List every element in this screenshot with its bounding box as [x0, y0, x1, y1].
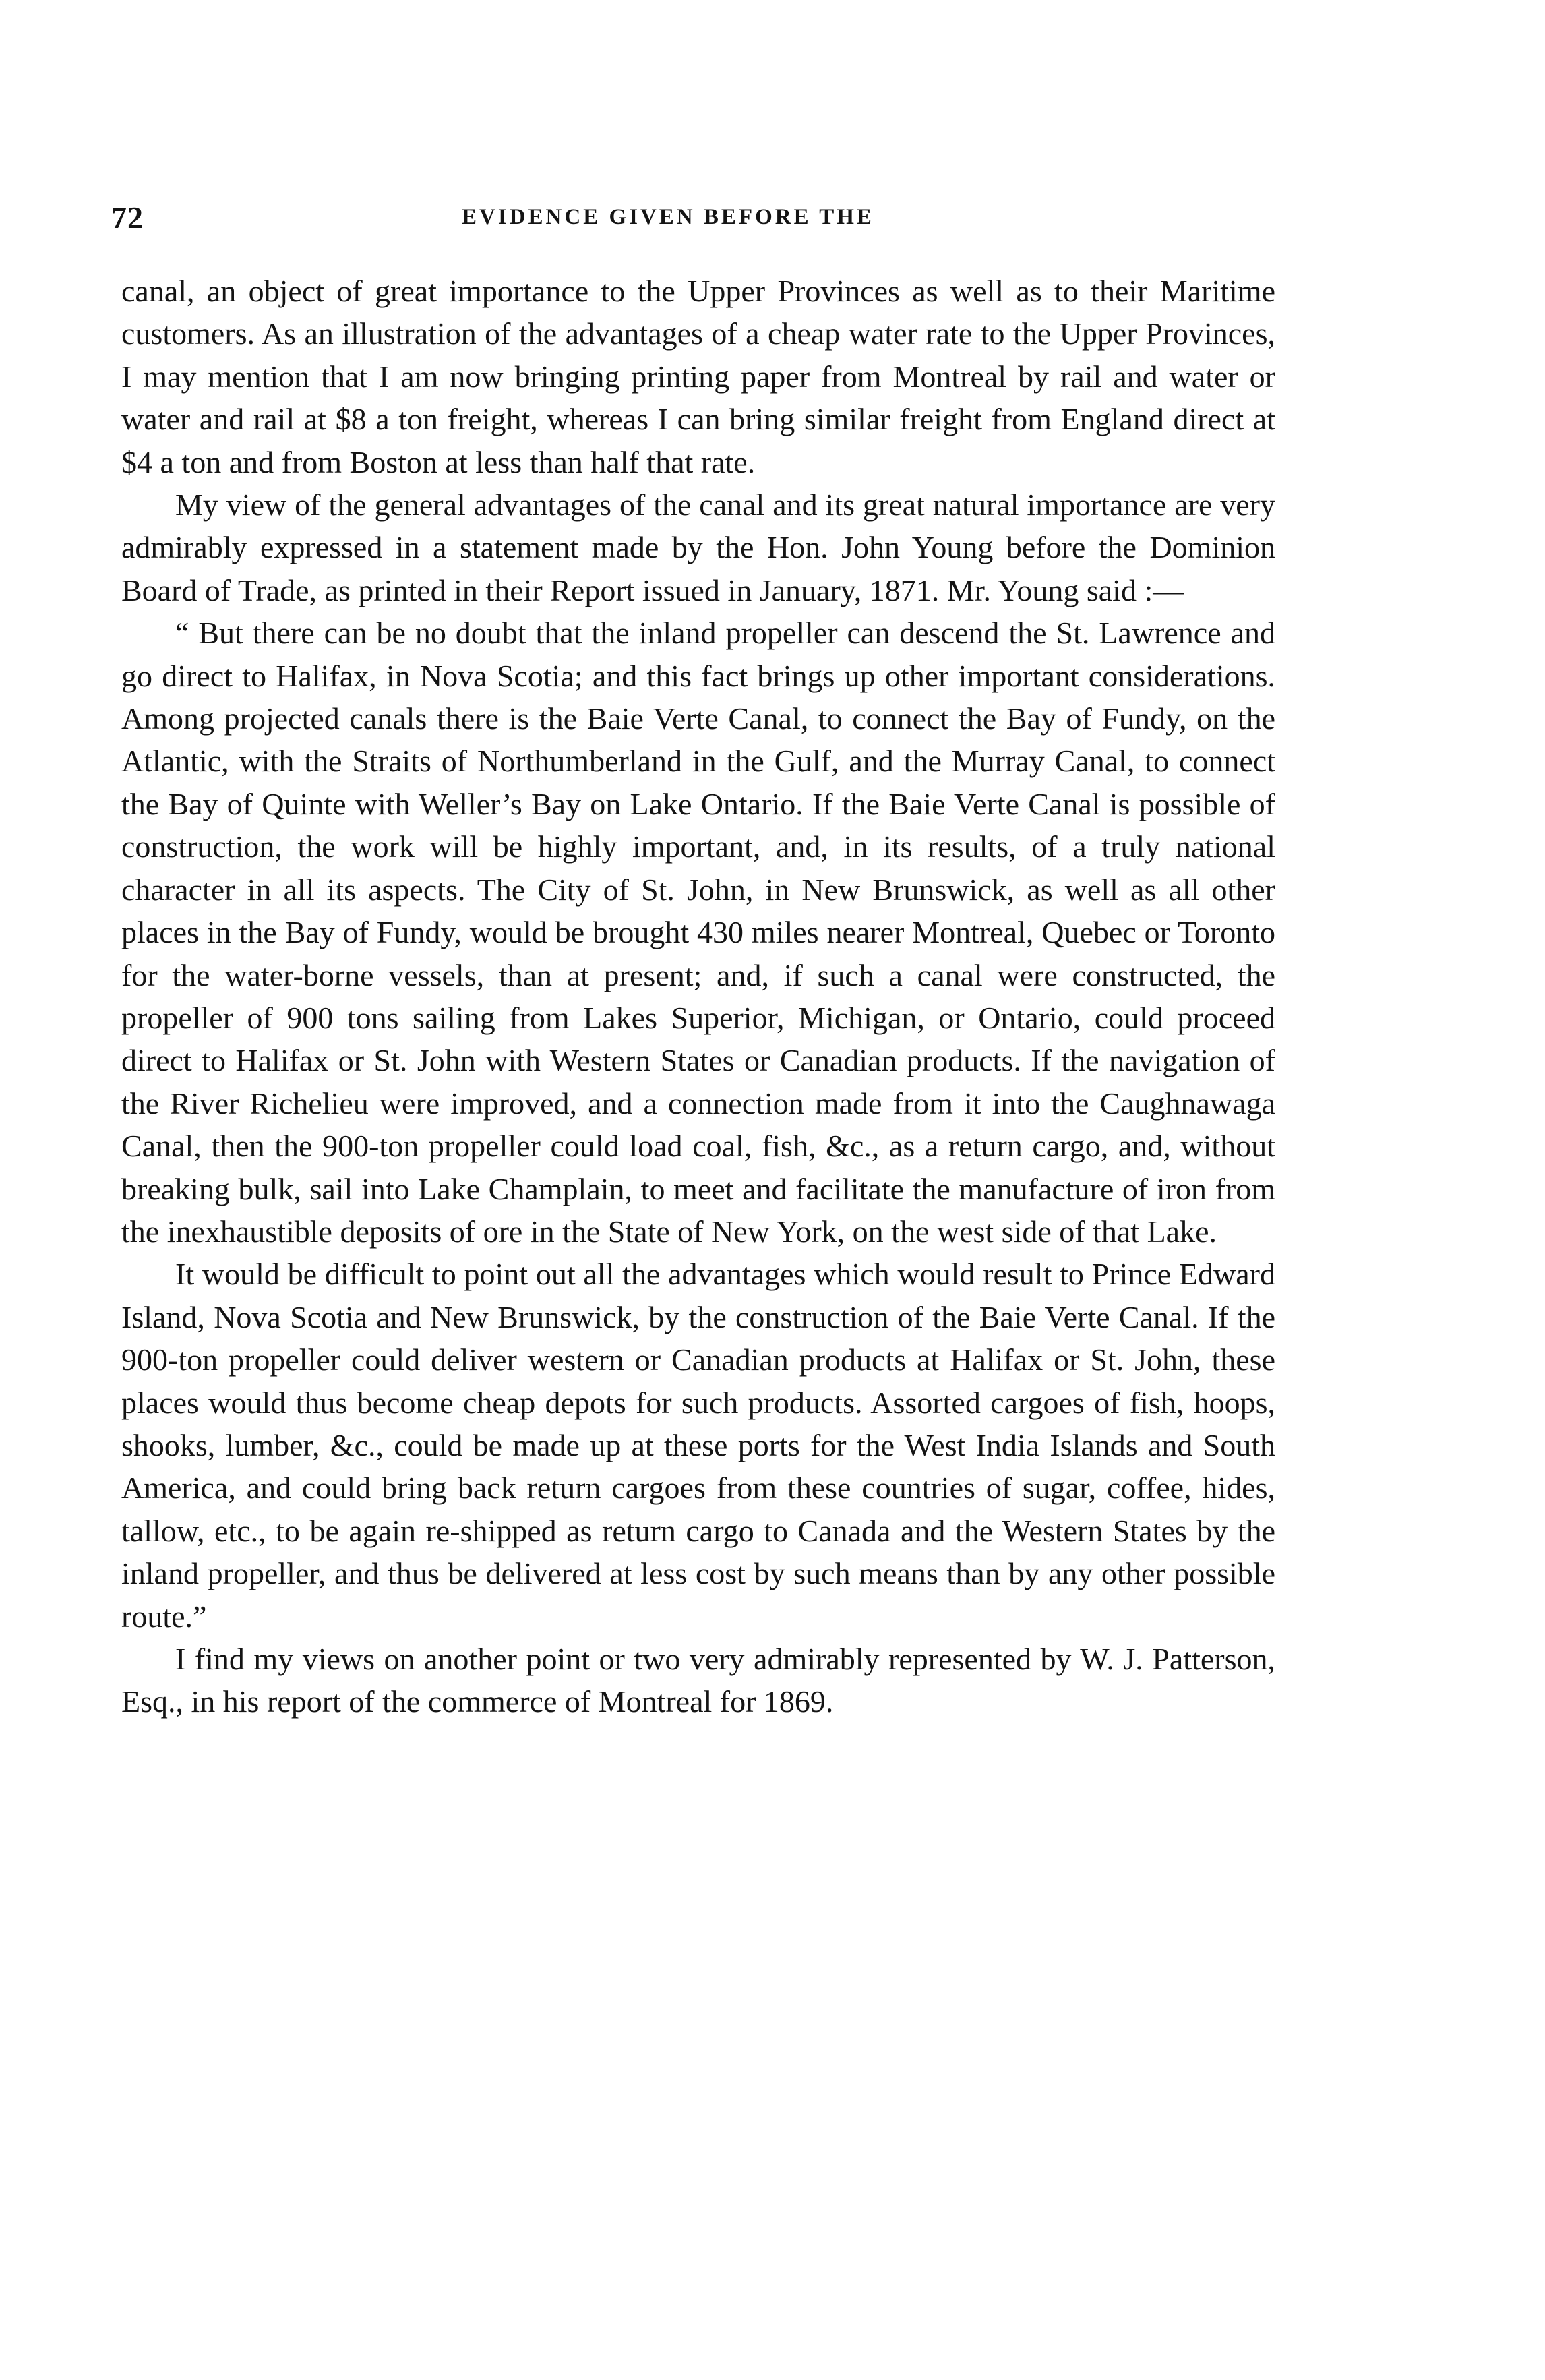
paragraph: My view of the general advantages of the canal and its great natural importance are very admirably expressed in a statement made by the Hon. John Young before the Dominion Board of Trade, as printed in their Report issued in January, 1871. Mr. Young said :—	[121, 487, 1275, 607]
quoted-paragraph: “ But there can be no doubt that the inland propeller can descend the St. Lawrence and go direct to Halifax, in Nova Scotia; and this fact brings up other important considerations. Among projected canals there is the Baie Verte Canal, to connect the Bay of Fundy, on the Atlantic, with the Straits of Northumberland in the Gulf, and the Murray Canal, to connect the Bay of Quinte with Weller’s Bay on Lake Ontario. If the Baie Verte Canal is possible of construction, the work will be highly important, and, in its results, of a truly national character in all its aspects. The City of St. John, in New Brunswick, as well as all other places in the Bay of Fundy, would be brought 430 miles nearer Montreal, Quebec or Toronto for the water-borne vessels, than at present; and, if such a canal were constructed, the propeller of 900 tons sailing from Lakes Superior, Michigan, or Ontario, could proceed direct to Halifax or St. John with Western States or Canadian products. If the navigation of the River Richelieu were improved, and a connection made from it into the Caughnawaga Canal, then the 900-ton propeller could load coal, fish, &c., as a return cargo, and, without breaking bulk, sail into Lake Champlain, to meet and facilitate the manufacture of iron from the inexhaustible deposits of ore in the State of New York, on the west side of that Lake.	[121, 616, 1275, 1249]
running-head: EVIDENCE GIVEN BEFORE THE	[462, 205, 874, 229]
paragraph: canal, an object of great importance to the Upper Provinces as well as to their Maritime customers. As an illustration of the advantages of a cheap water rate to the Upper Provinces, I may mention that I am now bringing printing paper from Montreal by rail and water or water and rail at $8 a ton freight, whereas I can bring similar freight from England direct at $4 a ton and from Boston at less than half that rate.	[121, 274, 1275, 479]
quoted-paragraph: It would be difficult to point out all the advantages which would result to Prince Edward Island, Nova Scotia and New Brunswick, by the construction of the Baie Verte Canal. If the 900-ton propeller could deliver western or Canadian products at Halifax or St. John, these places would thus become cheap depots for such products. Assorted cargoes of fish, hoops, shooks, lumber, &c., could be made up at these ports for the West India Islands and South America, and could bring back return cargoes from these countries of sugar, coffee, hides, tallow, etc., to be again re-shipped as return cargo to Canada and the Western States by the inland propeller, and thus be delivered at less cost by such means than by any other possible route.”	[121, 1257, 1275, 1634]
page-header	[111, 200, 1291, 240]
page-number: 72	[111, 200, 144, 235]
body-text	[121, 270, 1275, 1723]
paragraph: I find my views on another point or two very admirably represented by W. J. Patterson, Esq., in his report of the commerce of Montreal for 1869.	[121, 1642, 1275, 1719]
